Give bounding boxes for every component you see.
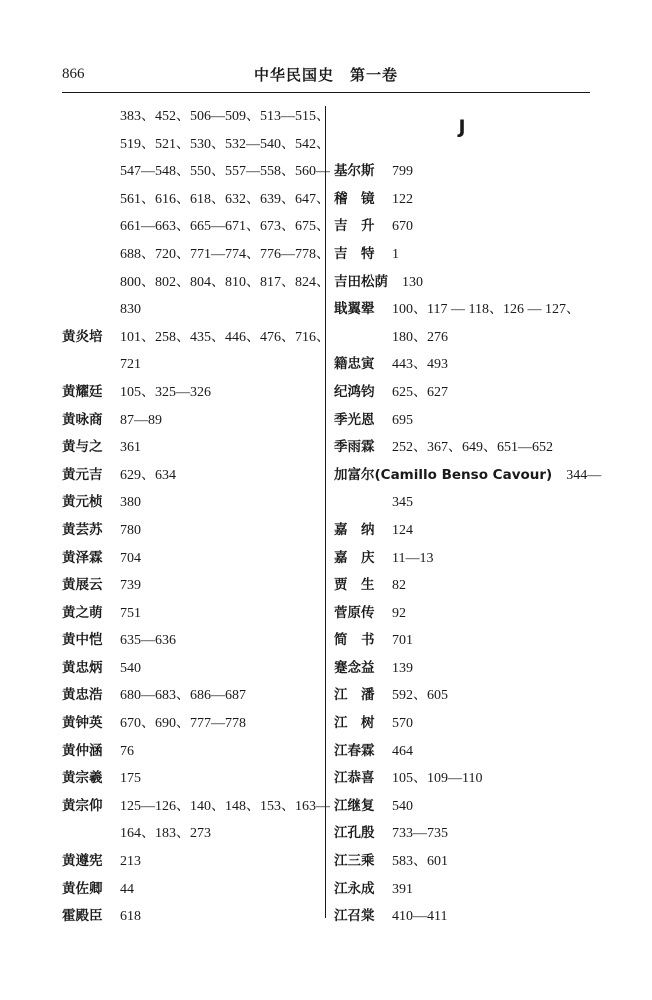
entry-name: 黄遵宪 bbox=[62, 853, 103, 870]
entry-pages: 751 bbox=[120, 605, 141, 621]
entry-pages: 252、367、649、651—652 bbox=[392, 440, 553, 456]
entry-pages: 704 bbox=[120, 550, 141, 566]
entry-pages: 76 bbox=[120, 743, 134, 759]
entry-name: 吉田松荫 bbox=[334, 273, 388, 290]
entry-pages-continued: 519、521、530、532—540、542、 bbox=[120, 136, 330, 152]
entry-name: 嘉 庆 bbox=[334, 549, 375, 566]
entry-name: 黄忠炳 bbox=[62, 659, 103, 676]
entry-pages: 780 bbox=[120, 522, 141, 538]
entry-name: 加富尔(Camillo Benso Cavour) bbox=[334, 466, 553, 483]
header-rule bbox=[62, 92, 590, 93]
entry-pages: 410—411 bbox=[392, 909, 448, 925]
entry-pages: 625、627 bbox=[392, 384, 448, 400]
entry-name: 黄中恺 bbox=[62, 632, 103, 649]
entry-pages-continued: 800、802、804、810、817、824、 bbox=[120, 274, 330, 290]
index-entry bbox=[334, 903, 590, 931]
entry-name: 纪鸿钧 bbox=[334, 383, 375, 400]
index-entry bbox=[334, 572, 590, 600]
left-index-column bbox=[62, 103, 330, 931]
index-entry bbox=[334, 765, 590, 793]
entry-name: 菅原传 bbox=[334, 604, 375, 621]
entry-pages-continued: 383、452、506—509、513—515、 bbox=[120, 109, 330, 124]
entry-pages: 464 bbox=[392, 743, 413, 759]
entry-name: 黄之萌 bbox=[62, 604, 103, 621]
entry-name: 简 书 bbox=[334, 632, 375, 649]
entry-name: 江恭喜 bbox=[334, 770, 375, 787]
index-entry bbox=[334, 213, 590, 241]
index-entry bbox=[334, 710, 590, 738]
entry-pages: 799 bbox=[392, 164, 413, 180]
index-entry bbox=[334, 793, 590, 821]
entry-name: 黄芸苏 bbox=[62, 521, 103, 538]
entry-name: 黄宗羲 bbox=[62, 770, 103, 787]
entry-pages: 105、109—110 bbox=[392, 771, 483, 787]
entry-pages-continued: 661—663、665—671、673、675、 bbox=[120, 219, 330, 235]
entry-pages-continued: 547—548、550、557—558、560— bbox=[120, 164, 330, 180]
index-entry bbox=[62, 600, 320, 628]
index-entry bbox=[62, 407, 320, 435]
index-entry bbox=[62, 655, 320, 683]
index-entry bbox=[62, 876, 320, 904]
entry-pages: 92 bbox=[392, 605, 406, 621]
index-entry bbox=[334, 820, 590, 848]
entry-pages: 101、258、435、446、476、716、 bbox=[120, 329, 330, 345]
entry-name: 黄泽霖 bbox=[62, 549, 103, 566]
entry-name: 黄宗仰 bbox=[62, 797, 103, 814]
entry-pages: 11—13 bbox=[392, 550, 434, 566]
index-entry bbox=[62, 738, 320, 766]
entry-name: 黄元桢 bbox=[62, 494, 103, 511]
index-entry bbox=[334, 241, 590, 269]
index-entry bbox=[62, 379, 320, 407]
section-letter-heading: J bbox=[458, 116, 466, 138]
entry-pages: 570 bbox=[392, 716, 413, 732]
entry-name: 江孔殷 bbox=[334, 825, 375, 842]
entry-name: 黄展云 bbox=[62, 577, 103, 594]
index-entry bbox=[62, 682, 320, 710]
entry-pages-continued: 164、183、273 bbox=[120, 826, 211, 842]
index-entry bbox=[62, 627, 320, 655]
entry-pages: 635—636 bbox=[120, 633, 176, 649]
entry-name: 季雨霖 bbox=[334, 439, 375, 456]
entry-name: 吉 特 bbox=[334, 245, 375, 262]
entry-pages: 680—683、686—687 bbox=[120, 688, 246, 704]
index-entry bbox=[334, 517, 590, 545]
entry-pages-continued: 688、720、771—774、776—778、 bbox=[120, 246, 330, 262]
index-entry bbox=[334, 682, 590, 710]
index-entry bbox=[334, 600, 590, 628]
entry-name: 黄咏商 bbox=[62, 411, 103, 428]
entry-name: 稽 镜 bbox=[334, 190, 375, 207]
entry-pages: 695 bbox=[392, 412, 413, 428]
index-entry bbox=[334, 269, 590, 297]
entry-pages: 670 bbox=[392, 219, 413, 235]
entry-pages-continued: 830 bbox=[120, 302, 141, 318]
entry-name: 黄元吉 bbox=[62, 466, 103, 483]
entry-pages: 105、325—326 bbox=[120, 384, 211, 400]
entry-pages: 380 bbox=[120, 495, 141, 511]
entry-name: 蹇念益 bbox=[334, 659, 375, 676]
index-entry bbox=[62, 793, 330, 821]
index-entry bbox=[334, 738, 590, 766]
index-entry bbox=[334, 545, 590, 573]
index-entry bbox=[334, 379, 590, 407]
index-entry bbox=[334, 876, 590, 904]
entry-pages: 361 bbox=[120, 440, 141, 456]
running-title: 中华民国史 第一卷 bbox=[253, 66, 398, 84]
entry-name: 戢翼翚 bbox=[334, 301, 375, 318]
page-header bbox=[62, 62, 590, 90]
index-entry bbox=[62, 324, 330, 352]
entry-pages: 701 bbox=[392, 633, 413, 649]
entry-pages: 391 bbox=[392, 881, 413, 897]
entry-pages: 739 bbox=[120, 578, 141, 594]
entry-pages: 733—735 bbox=[392, 826, 448, 842]
entry-pages: 139 bbox=[392, 660, 413, 676]
entry-pages: 130 bbox=[402, 274, 423, 290]
entry-pages: 540 bbox=[392, 798, 413, 814]
entry-pages: 124 bbox=[392, 522, 413, 538]
entry-pages: 213 bbox=[120, 854, 141, 870]
entry-name: 吉 升 bbox=[334, 218, 375, 235]
entry-name: 霍殿臣 bbox=[62, 908, 103, 925]
entry-pages: 175 bbox=[120, 771, 141, 787]
index-entry bbox=[334, 627, 590, 655]
entry-name: 黄钟英 bbox=[62, 715, 103, 732]
entry-name: 黄仲涵 bbox=[62, 742, 103, 759]
entry-name: 江 树 bbox=[334, 715, 375, 732]
entry-pages: 87—89 bbox=[120, 412, 162, 428]
index-entry bbox=[62, 765, 320, 793]
index-entry bbox=[334, 655, 590, 683]
entry-name: 嘉 纳 bbox=[334, 521, 375, 538]
entry-name: 江永成 bbox=[334, 880, 375, 897]
index-entry bbox=[62, 489, 320, 517]
entry-name: 江春霖 bbox=[334, 742, 375, 759]
index-entry bbox=[62, 710, 320, 738]
entry-name: 黄佐卿 bbox=[62, 880, 103, 897]
entry-pages: 592、605 bbox=[392, 688, 448, 704]
index-entry bbox=[334, 462, 602, 490]
index-entry bbox=[62, 434, 320, 462]
entry-pages: 443、493 bbox=[392, 357, 448, 373]
entry-name: 江三乘 bbox=[334, 853, 375, 870]
entry-pages: 1 bbox=[392, 246, 399, 262]
index-entry bbox=[62, 462, 320, 490]
entry-pages: 82 bbox=[392, 578, 406, 594]
entry-name: 贾 生 bbox=[334, 577, 375, 594]
entry-pages-continued: 721 bbox=[120, 357, 141, 373]
entry-name: 黄耀廷 bbox=[62, 383, 103, 400]
entry-name: 季光恩 bbox=[334, 411, 375, 428]
index-entry bbox=[334, 296, 590, 324]
index-entry bbox=[334, 351, 590, 379]
entry-pages-continued: 345 bbox=[392, 495, 413, 511]
entry-pages: 44 bbox=[120, 881, 134, 897]
index-entry bbox=[62, 848, 320, 876]
entry-pages: 122 bbox=[392, 191, 413, 207]
entry-pages: 629、634 bbox=[120, 467, 176, 483]
page-number: 866 bbox=[62, 66, 85, 82]
entry-pages: 583、601 bbox=[392, 854, 448, 870]
entry-name: 基尔斯 bbox=[334, 163, 375, 180]
index-entry bbox=[334, 434, 590, 462]
entry-pages-continued: 180、276 bbox=[392, 329, 448, 345]
entry-pages: 670、690、777—778 bbox=[120, 716, 246, 732]
entry-name: 黄与之 bbox=[62, 439, 103, 456]
entry-name: 黄忠浩 bbox=[62, 687, 103, 704]
index-entry bbox=[334, 407, 590, 435]
index-entry bbox=[334, 186, 590, 214]
index-entry bbox=[62, 572, 320, 600]
entry-pages: 125—126、140、148、153、163— bbox=[120, 798, 330, 814]
entry-name: 江召棠 bbox=[334, 908, 375, 925]
entry-name: 江 潘 bbox=[334, 687, 375, 704]
index-entry bbox=[334, 158, 590, 186]
entry-pages: 618 bbox=[120, 909, 141, 925]
entry-pages: 540 bbox=[120, 660, 141, 676]
entry-name: 江继复 bbox=[334, 797, 375, 814]
entry-pages: 344— bbox=[566, 467, 602, 483]
entry-pages: 100、117 — 118、126 — 127、 bbox=[392, 302, 580, 318]
entry-pages-continued: 561、616、618、632、639、647、 bbox=[120, 191, 330, 207]
index-entry bbox=[62, 517, 320, 545]
entry-name: 黄炎培 bbox=[62, 328, 103, 345]
index-entry bbox=[62, 903, 320, 931]
right-index-column bbox=[334, 103, 602, 931]
entry-name: 籍忠寅 bbox=[334, 356, 375, 373]
index-entry bbox=[62, 545, 320, 573]
index-entry bbox=[334, 848, 590, 876]
